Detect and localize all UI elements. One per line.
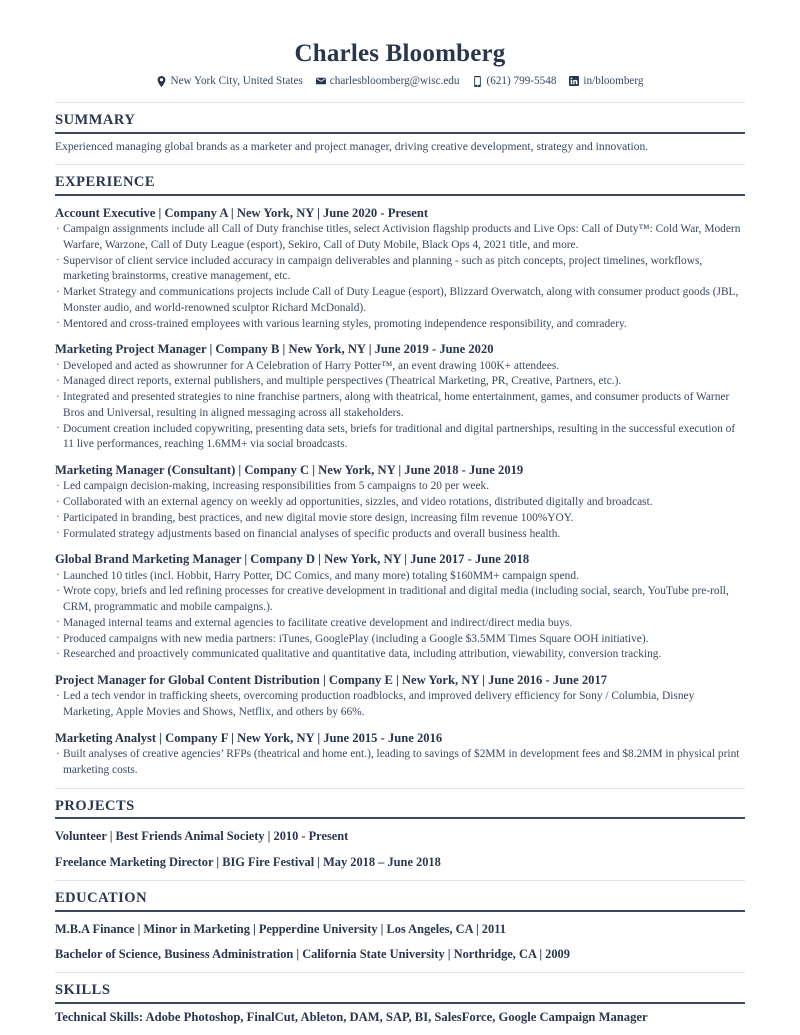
job-bullets bbox=[55, 689, 745, 720]
section-education bbox=[55, 880, 745, 963]
job-bullets bbox=[55, 222, 745, 332]
job-bullet: · Integrated and presented strategies to nine franchise partners, along with theatrical, home entertainment, games, and consumer products of Warner Bros and Universal, resulting in aligned messaging across all stakeholders. bbox=[55, 390, 745, 421]
job-bullet: · Developed and acted as showrunner for A Celebration of Harry Potter™, an event drawing 100K+ attendees. bbox=[55, 359, 745, 375]
experience-entry bbox=[55, 205, 745, 333]
contact-info-line bbox=[55, 75, 745, 88]
section-summary bbox=[55, 102, 745, 155]
section-divider bbox=[55, 972, 745, 973]
job-bullet: · Market Strategy and communications projects include Call of Duty League (esport), Blizzard Overwatch, along with consumer product goods (JBL, Monster audio, and world-renowned sculptor Richard McDonald). bbox=[55, 285, 745, 316]
contact-linkedin-text: in/bloomberg bbox=[583, 74, 644, 87]
resume-header bbox=[55, 40, 745, 88]
experience-entry bbox=[55, 672, 745, 721]
job-bullet: · Collaborated with an external agency on weekly ad opportunities, sizzles, and video rotations, distributed digitally and broadcast. bbox=[55, 495, 745, 511]
contact-location bbox=[157, 75, 303, 88]
job-bullet: · Wrote copy, briefs and led refining processes for creative development in traditional and digital media (including social, search, YouTube pre-roll, CRM, programmatic and mobile campaigns.). bbox=[55, 584, 745, 615]
section-rule bbox=[55, 910, 745, 912]
contact-linkedin bbox=[569, 75, 643, 88]
job-bullet: · Produced campaigns with new media partners: iTunes, GooglePlay (including a Google $3.5MM Times Square OOH initiative). bbox=[55, 632, 745, 648]
job-heading: Account Executive | Company A | New York, NY | June 2020 - Present bbox=[55, 205, 429, 220]
job-bullet: · Researched and proactively communicated qualitative and quantitative data, including attribution, viewability, conversion tracking. bbox=[55, 647, 745, 663]
job-heading: Marketing Analyst | Company F | New York, NY | June 2015 - June 2016 bbox=[55, 730, 443, 745]
envelope-icon bbox=[316, 76, 326, 87]
experience-entry bbox=[55, 551, 745, 663]
contact-email-text: charlesbloomberg@wisc.edu bbox=[329, 74, 460, 87]
section-title-summary: SUMMARY bbox=[55, 111, 136, 128]
job-bullet: · Led campaign decision-making, increasing responsibilities from 5 campaigns to 20 per week. bbox=[55, 479, 745, 495]
job-bullet: · Document creation included copywriting, presenting data sets, briefs for traditional and digital partnerships, resulting in the successful execution of 11 live performances, reaching 1.6MM+ via social broadcasts. bbox=[55, 422, 745, 453]
experience-entry bbox=[55, 730, 745, 779]
contact-location-text: New York City, United States bbox=[170, 74, 303, 87]
job-bullet: · Managed direct reports, external publishers, and multiple perspectives (Theatrical Marketing, PR, Creative, Partners, etc.). bbox=[55, 374, 745, 390]
education-entry: M.B.A Finance | Minor in Marketing | Pepperdine University | Los Angeles, CA | 2011 bbox=[55, 921, 506, 936]
section-divider bbox=[55, 164, 745, 165]
experience-entry bbox=[55, 341, 745, 453]
job-heading: Project Manager for Global Content Distribution | Company E | New York, NY | June 2016 - June 2017 bbox=[55, 673, 608, 688]
section-rule bbox=[55, 817, 745, 819]
job-bullets bbox=[55, 747, 745, 778]
job-bullet: · Built analyses of creative agencies’ RFPs (theatrical and home ent.), leading to savings of $2MM in development fees and $8.2MM in physical print marketing costs. bbox=[55, 747, 745, 778]
phone-icon bbox=[473, 76, 483, 87]
job-heading: Marketing Manager (Consultant) | Company C | New York, NY | June 2018 - June 2019 bbox=[55, 463, 524, 477]
education-entry: Bachelor of Science, Business Administration | California State University | Northridge, CA | 2009 bbox=[55, 947, 570, 962]
section-experience bbox=[55, 164, 745, 779]
job-bullet: · Led a tech vendor in trafficking sheets, overcoming production roadblocks, and improved delivery efficiency for Sony / Columbia, Disney Marketing, Apple Movies and Shows, Netflix, and others by 66%. bbox=[55, 689, 745, 720]
project-entry: Freelance Marketing Director | BIG Fire Festival | May 2018 – June 2018 bbox=[55, 855, 441, 870]
candidate-name: Charles Bloomberg bbox=[294, 40, 506, 67]
section-rule bbox=[55, 194, 745, 196]
contact-email bbox=[316, 75, 460, 88]
job-bullet: · Managed internal teams and external agencies to facilitate creative development and indirect/direct media buys. bbox=[55, 616, 745, 632]
job-heading: Marketing Project Manager | Company B | New York, NY | June 2019 - June 2020 bbox=[55, 342, 494, 357]
summary-text: Experienced managing global brands as a marketer and project manager, driving creative development, strategy and innovation. bbox=[55, 139, 649, 153]
job-bullet: · Supervisor of client service included accuracy in campaign deliverables and planning - such as pitch concepts, project timelines, workflows, marketing brainstorms, creative management, etc. bbox=[55, 254, 745, 285]
section-rule bbox=[55, 1002, 745, 1004]
job-bullet: · Mentored and cross-trained employees with various learning styles, promoting independence responsibility, and comradery. bbox=[55, 317, 745, 333]
section-skills bbox=[55, 972, 745, 1026]
section-divider bbox=[55, 880, 745, 881]
experience-entry bbox=[55, 462, 745, 542]
skills-text: Technical Skills: Adobe Photoshop, FinalCut, Ableton, DAM, SAP, BI, SalesForce, Google Campaign Manager bbox=[55, 1009, 648, 1024]
job-bullet: · Formulated strategy adjustments based on financial analyses of specific products and overall business health. bbox=[55, 527, 745, 543]
section-title-projects: PROJECTS bbox=[55, 797, 135, 814]
job-bullets bbox=[55, 479, 745, 542]
job-bullet: · Campaign assignments include all Call of Duty franchise titles, select Activision flagship products and Live Ops: Call of Duty™: Cold War, Modern Warfare, Warzone, Call of Duty League (esport), Sekiro, Call of Duty Mobile, Black Ops 4, 2021 title, and more. bbox=[55, 222, 745, 253]
job-bullet: · Participated in branding, best practices, and new digital movie store design, increasing film revenue 100%YOY. bbox=[55, 511, 745, 527]
linkedin-icon bbox=[569, 76, 579, 87]
section-title-experience: EXPERIENCE bbox=[55, 174, 156, 191]
map-pin-icon bbox=[157, 76, 167, 87]
section-title-skills: SKILLS bbox=[55, 982, 111, 998]
section-rule bbox=[55, 132, 745, 134]
contact-phone bbox=[473, 75, 557, 88]
section-divider bbox=[55, 788, 745, 789]
project-entry: Volunteer | Best Friends Animal Society | 2010 - Present bbox=[55, 829, 349, 844]
section-divider bbox=[55, 102, 745, 103]
section-projects bbox=[55, 788, 745, 871]
section-title-education: EDUCATION bbox=[55, 889, 148, 906]
job-bullets bbox=[55, 359, 745, 453]
job-heading: Global Brand Marketing Manager | Company D | New York, NY | June 2017 - June 2018 bbox=[55, 552, 530, 567]
contact-phone-text: (621) 799-5548 bbox=[486, 74, 557, 87]
job-bullet: · Launched 10 titles (incl. Hobbit, Harry Potter, DC Comics, and many more) totaling $160MM+ campaign spend. bbox=[55, 569, 745, 585]
job-bullets bbox=[55, 569, 745, 663]
